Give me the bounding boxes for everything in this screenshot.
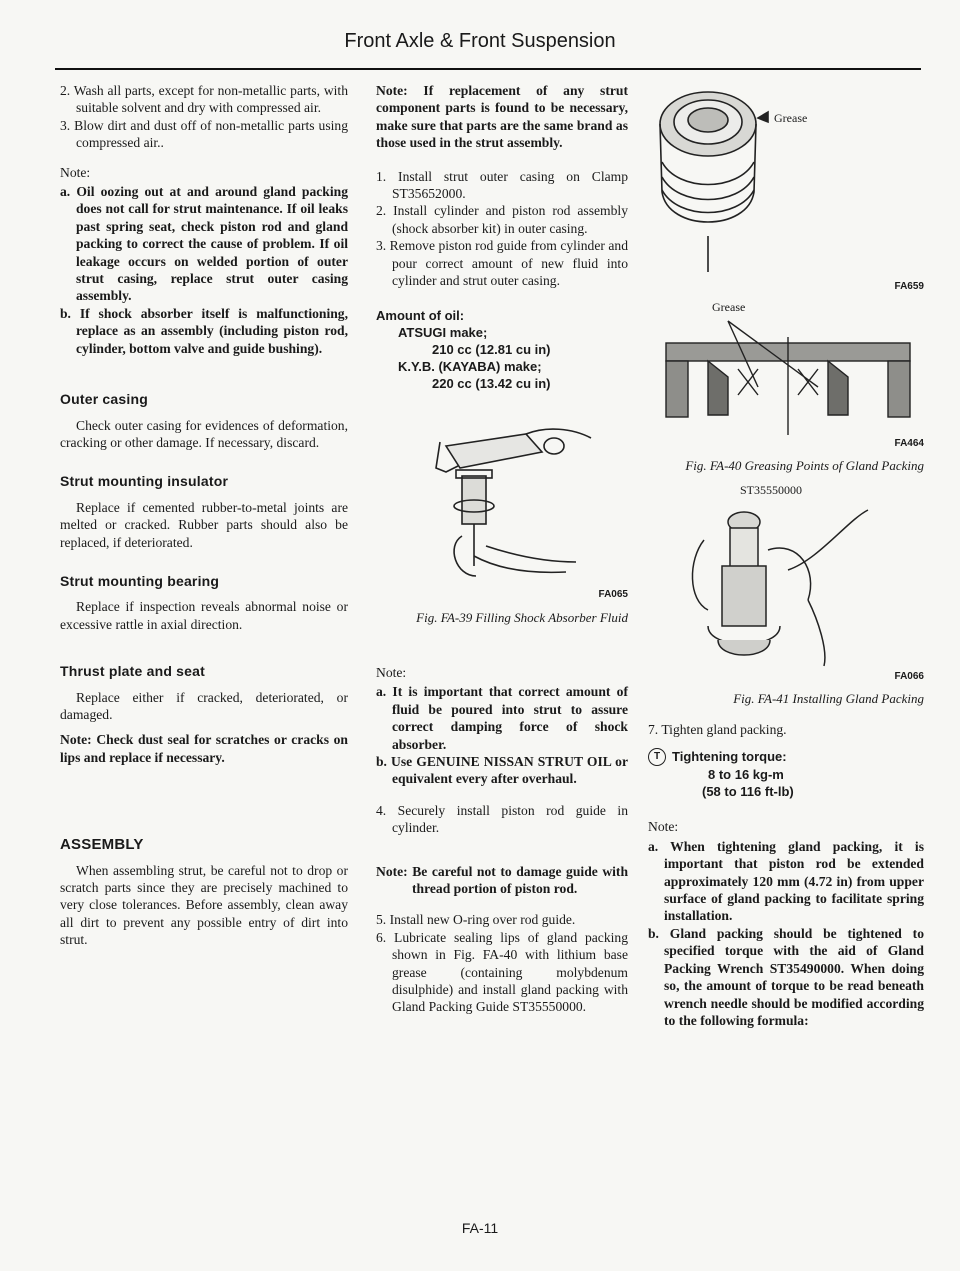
figure-fa41 — [648, 482, 924, 707]
oil-amount-title: Amount of oil: — [376, 308, 465, 324]
pouring-fluid-illustration — [376, 406, 628, 586]
tool-label: ST35550000 — [740, 483, 803, 498]
torque-title: Tightening torque: — [672, 749, 787, 765]
torque-spec — [648, 748, 924, 800]
fig40-caption: Fig. FA-40 Greasing Points of Gland Packing — [685, 458, 924, 474]
outer-casing-heading: Outer casing — [60, 391, 148, 408]
note-a: a. Oil oozing out at and around gland packing does not call for strut maintenance. If oil leaks past spring seat, check piston rod and gland packing to correct the cause of problem. If oil leakage occurs on welded portion of outer strut casing, replace strut outer casing assembly. — [60, 184, 348, 304]
note-tighten-title: Note: — [648, 819, 679, 835]
bearing-text: Replace if inspection reveals abnormal noise or excessive rattle in axial direction. — [60, 599, 348, 632]
oil-kyb: K.Y.B. (KAYABA) make; — [398, 359, 542, 375]
figure-fa40 — [648, 299, 924, 474]
step-2: 2. Wash all parts, except for non-metallic parts, with suitable solvent and dry with compressed air. — [60, 83, 348, 116]
oil-atsugi: ATSUGI make; — [398, 325, 488, 341]
note2-title: Note: — [376, 664, 407, 680]
thrust-note: Note: Check dust seal for scratches or cracks on lips and replace if necessary. — [60, 732, 348, 765]
assembly-heading: ASSEMBLY — [60, 836, 144, 854]
fig39-code: FA065 — [598, 589, 628, 601]
page-number: FA-11 — [461, 1220, 499, 1236]
note3: Note: Be careful not to damage guide with thread portion of piston rod. — [376, 863, 628, 896]
note-b: b. If shock absorber itself is malfunctioning, replace as an assembly (including piston rod, cylinder, bottom valve and guide bushing). — [60, 305, 348, 356]
install-step-3: 3. Remove piston rod guide from cylinder and pour correct amount of new fluid into cylinder and strut outer casing. — [376, 238, 628, 289]
note2-a: a. It is important that correct amount of fluid be poured into strut to assure correct damping force of shock absorber. — [376, 684, 628, 752]
fig41-caption: Fig. FA-41 Installing Gland Packing — [733, 691, 924, 707]
outer-casing-text: Check outer casing for evidences of deformation, cracking or other damage. If necessary, discard. — [60, 417, 348, 450]
gland-packing-illustration — [648, 82, 924, 292]
fig41-code: FA066 — [894, 670, 924, 682]
grease-label-mid: Grease — [712, 300, 746, 315]
insulator-text: Replace if cemented rubber-to-metal joints are melted or cracked. Rubber parts should also be replaced, if deteriorated. — [60, 499, 348, 550]
column-left — [60, 82, 348, 957]
install-step-6: 6. Lubricate sealing lips of gland packing shown in Fig. FA-40 with lithium base grease (containing molybdenum disulphide) and install gland packing with Gland Packing Guide ST35550000. — [376, 929, 628, 1015]
gland-cross-section-illustration — [648, 317, 924, 435]
insulator-heading: Strut mounting insulator — [60, 473, 229, 490]
note-tighten-a: a. When tightening gland packing, it is important that piston rod be extended approximately 120 mm (4.72 in) from upper surface of gland packing to facilitate spring installation. — [648, 838, 924, 924]
column-right — [648, 82, 924, 1029]
figure-gland-packing-top — [648, 82, 924, 295]
torque-imperial: (58 to 116 ft-lb) — [702, 784, 794, 800]
grease-label-top: Grease — [774, 111, 808, 125]
page-header-title: Front Axle & Front Suspension — [344, 30, 616, 52]
note-replacement: Note: If replacement of any strut component parts is found to be necessary, make sure that parts are the same brand as those used in the strut assembly. — [376, 83, 628, 151]
header-rule — [55, 68, 921, 70]
tighten-step-7: 7. Tighten gland packing. — [648, 722, 787, 738]
assembly-text: When assembling strut, be careful not to drop or scratch parts since they are precisely machined to very close tolerances. Before assembly, clean away all dirt to prevent any possible entry of dirt into strut. — [60, 862, 348, 948]
oil-amount-spec — [376, 307, 628, 392]
fig39-caption: Fig. FA-39 Filling Shock Absorber Fluid — [416, 609, 628, 625]
fig-top-code: FA659 — [894, 281, 924, 292]
note2-b: b. Use GENUINE NISSAN STRUT OIL or equivalent every after overhaul. — [376, 753, 628, 787]
note-title: Note: — [60, 164, 91, 180]
column-middle — [376, 82, 628, 1016]
torque-metric: 8 to 16 kg-m — [708, 767, 784, 783]
oil-atsugi-value: 210 cc (12.81 cu in) — [432, 342, 551, 358]
install-step-2: 2. Install cylinder and piston rod assembly (shock absorber kit) in outer casing. — [376, 203, 628, 236]
fig40-code: FA464 — [894, 437, 924, 449]
figure-fa39 — [376, 406, 628, 625]
torque-wrench-icon: T — [648, 748, 666, 766]
install-step-5: 5. Install new O-ring over rod guide. — [376, 912, 576, 928]
install-step-1: 1. Install strut outer casing on Clamp ST35652000. — [376, 168, 628, 202]
oil-kyb-value: 220 cc (13.42 cu in) — [432, 376, 551, 392]
install-step-4: 4. Securely install piston rod guide in cylinder. — [376, 802, 628, 836]
thrust-heading: Thrust plate and seat — [60, 663, 206, 680]
note-tighten-b: b. Gland packing should be tightened to specified torque with the aid of Gland Packing Wrench ST35490000. When doing so, the amount of torque to be read beneath wrench needle should be modified according to the following formula: — [648, 925, 924, 1028]
bearing-heading: Strut mounting bearing — [60, 572, 220, 589]
installing-gland-illustration — [648, 500, 924, 668]
thrust-text: Replace either if cracked, deteriorated, or damaged. — [60, 689, 348, 722]
step-3: 3. Blow dirt and dust off of non-metallic parts using compressed air.. — [60, 117, 348, 151]
